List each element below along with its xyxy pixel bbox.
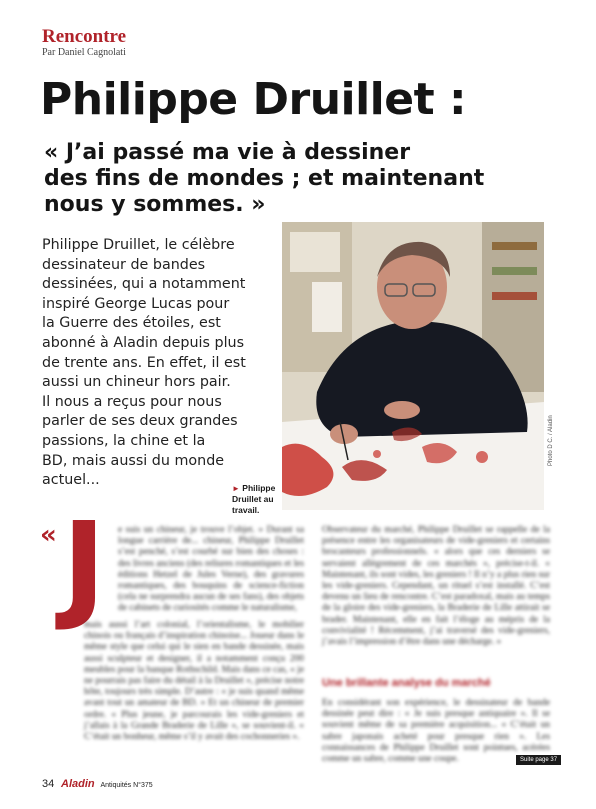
article-paragraph: e suis un chineur, je trouve l’objet. » Durant sa longue carrière de... chineur, Philippe Druillet s’est penché, s’est courbé sur bien des choses : des livres anciens (des reliures romantiques et les éditions Hetzel de Jules Verne), des gravures romantiques, des bouquins de science-fiction (cela ne surprendra aucun de ses fans), des objets de cabinets de curiosités comme le naturalisme,	[118, 525, 304, 614]
caption-line: Druillet au	[232, 494, 274, 504]
intro-line: parler de ses deux grandes	[42, 413, 238, 430]
continued-on-page-tag: Suite page 37	[516, 755, 561, 765]
photo-credit: Photo D C. / Aladin	[548, 415, 554, 466]
page-number: 34	[42, 778, 55, 790]
intro-line: de trente ans. En effet, il est	[42, 354, 246, 371]
intro-line: dessinateur de bandes	[42, 256, 206, 273]
article-paragraph: Observateur du marché, Philippe Druillet se rappelle de la présence entre les organisateurs de vide-greniers et certains brocanteurs professionnels. « alors que ces derniers se servaient allègrement de ces marchés », précise-t-il. « Maintenant, ils sont vides, les greniers ! Il n’y a plus rien sur les vide-greniers. Cependant, un rituel s’est installé. C’est devenu un lieu de rencontre. C’est paradoxal, mais au temps de la gloire des vide-greniers, la Braderie de Lille attirait se brader. Maintenant, elle en fait l’éloge au mépris de la convivialité ! Récemment, j’ai traversé des vide-greniers, j’avais l’impression d’être dans une décharge. »	[322, 525, 550, 648]
intro-line: actuel...	[42, 472, 100, 489]
article-title: Philippe Druillet :	[40, 74, 467, 125]
artist-at-work-illustration	[282, 222, 544, 510]
caption-line: travail.	[232, 505, 260, 515]
drop-cap: J	[62, 496, 106, 634]
issue-label: Antiquités N°375	[100, 782, 153, 789]
article-subheading: Une brillante analyse du marché	[322, 677, 491, 689]
subtitle-line: « J’ai passé ma vie à dessiner	[44, 140, 411, 165]
caption-line: ► Philippe	[232, 483, 276, 493]
intro-line: la Guerre des étoiles, est	[42, 315, 221, 332]
page-footer	[42, 778, 153, 790]
intro-line: Philippe Druillet, le célèbre	[42, 237, 235, 253]
opening-quote-mark: «	[40, 520, 57, 550]
subtitle-line: des fins de mondes ; et maintenant	[44, 166, 485, 191]
intro-line: passions, la chine et la	[42, 432, 206, 449]
article-column-1-top	[118, 525, 304, 615]
intro-paragraph	[42, 236, 274, 491]
article-subtitle	[44, 140, 514, 218]
intro-line: abonné à Aladin depuis plus	[42, 334, 245, 351]
subtitle-line: nous y sommes. »	[44, 192, 266, 217]
article-paragraph: En considérant son expérience, le dessinateur de bande dessinée peut dire : « Je suis presque antiquaire ». Il se souvient même de sa première acquisition... « C’était un sabre japonais acheté pour presque rien ». Les connaissances de Philippe Druillet sont pointues, acérées comme un sabre, comme une coupe.	[322, 698, 550, 765]
caption-marker-icon: ►	[232, 484, 240, 493]
intro-line: aussi un chineur hors pair.	[42, 374, 231, 391]
section-rubric: Rencontre	[42, 26, 127, 47]
intro-line: dessinées, qui a notamment	[42, 276, 246, 293]
intro-line: inspiré George Lucas pour	[42, 295, 230, 312]
article-column-1-bottom	[84, 620, 304, 743]
article-column-2-top	[322, 525, 550, 648]
photo-caption	[232, 483, 275, 516]
article-paragraph: mais aussi l’art colonial, l’orientalisme, le mobilier chinois ou français d’inspiration chinoise... Joueur dans le même style que celui qui le sien en bande dessinée, mais aussi sculpteur et designer, il a notamment conçu 200 meubles pour la banque Rothschild. Mais dans ce cas, « je ne pourrais pas faire du détail à la Druillet », précise notre hôte, toujours très simple. D’autre : « je suis quand même avant tout un amateur de BD. » Et un chineur de premier ordre. « Plus jeune, je parcourais les vide-greniers et j’allais à la Grande Braderie de Lille », se souvient-il. « C’était un bonheur, même s’il y avait des cochonneries ».	[84, 620, 304, 743]
intro-line: Il nous a reçus pour nous	[42, 393, 222, 410]
intro-line: BD, mais aussi du monde	[42, 452, 225, 469]
author-byline: Par Daniel Cagnolati	[42, 47, 126, 58]
magazine-brand: Aladin	[61, 778, 95, 790]
artist-photo	[282, 222, 544, 510]
